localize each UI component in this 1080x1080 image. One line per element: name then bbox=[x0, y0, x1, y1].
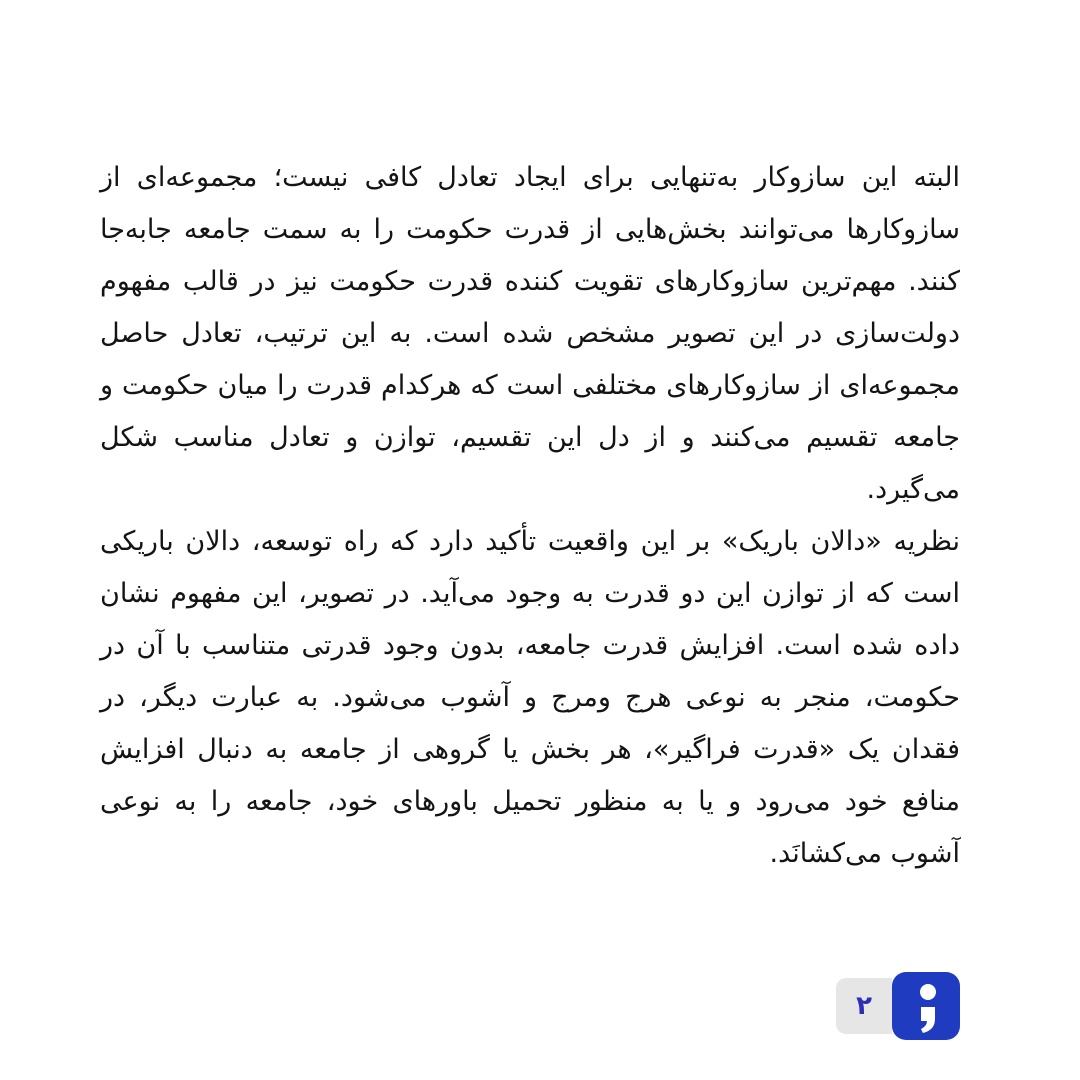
article-body bbox=[100, 152, 960, 880]
paragraph-2: نظریه «دالان باریک» بر این واقعیت تأکید دارد که راه توسعه، دالان باریکی است که از توازن این دو قدرت به وجود می‌آید. در تصویر، این مفهوم نشان داده شده است. افزایش قدرت جامعه، بدون وجود قدرتی متناسب با آن در حکومت، منجر به نوعی هرج ومرج و آشوب می‌شود. به عبارت دیگر، در فقدان یک «قدرت فراگیر»، هر بخش یا گروهی از جامعه به دنبال افزایش منافع خود می‌رود و یا به منظور تحمیل باورهای خود، جامعه را به نوعی آشوب می‌کشانَد. bbox=[100, 526, 960, 869]
semicolon-logo-glyph bbox=[892, 972, 960, 1040]
paragraph-1: البته این سازوکار به‌تنهایی برای ایجاد تعادل کافی نیست؛ مجموعه‌ای از سازوکارها می‌توانند بخش‌هایی از قدرت حکومت را به سمت جامعه جابه‌جا کنند. مهم‌ترین سازوکارهای تقویت کننده قدرت حکومت نیز در قالب مفهوم دولت‌سازی در این تصویر مشخص شده است. به این ترتیب، تعادل حاصل مجموعه‌ای از سازوکارهای مختلفی است که هرکدام قدرت را میان حکومت و جامعه تقسیم می‌کنند و از دل این تقسیم، توازن و تعادل مناسب شکل می‌گیرد. bbox=[100, 162, 960, 505]
page-footer bbox=[836, 972, 960, 1040]
page-number: ۲ bbox=[836, 978, 892, 1034]
semicolon-logo-icon bbox=[892, 972, 960, 1040]
